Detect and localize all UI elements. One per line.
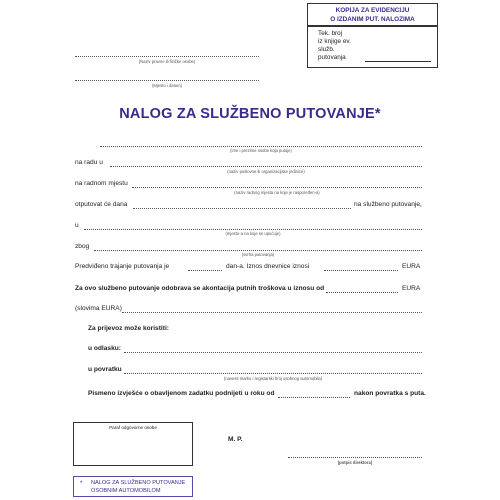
- work-unit-caption: (naziv poslovne ili organizacijske jedinice): [227, 169, 305, 174]
- eura-label-2: EURA: [402, 285, 421, 292]
- povratku-label: u povratku: [88, 366, 122, 373]
- trajanje-label: Predviđeno trajanje putovanja je: [75, 263, 170, 270]
- outbound-transport-field[interactable]: [124, 352, 422, 353]
- copy-box-line2: O IZDANIM PUT. NALOZIMA: [330, 16, 415, 23]
- return-transport-field[interactable]: [124, 373, 422, 374]
- zbog-label: zbog: [75, 243, 90, 250]
- paraf-label: Paraf odgovorne osobe: [109, 425, 157, 430]
- destination-label: u: [75, 222, 79, 229]
- slovima-label: (slovima EURA): [75, 305, 122, 312]
- company-caption: (Naziv pravne ili fizičke osobe): [138, 59, 196, 64]
- prijevoz-label: Za prijevoz može koristiti:: [88, 325, 169, 332]
- report-deadline-field[interactable]: [278, 397, 350, 398]
- duration-field[interactable]: [188, 270, 222, 271]
- traveler-name-field[interactable]: [100, 146, 422, 147]
- odlasku-label: u odlasku:: [88, 345, 121, 352]
- footnote-asterisk: *: [80, 480, 83, 487]
- tek-broj-label-4: putovanja: [318, 54, 346, 61]
- document-title: NALOG ZA SLUŽBENO PUTOVANJE*: [119, 106, 381, 122]
- tek-broj-label-2: iz knjige ev.: [318, 38, 351, 45]
- tek-broj-field[interactable]: [365, 61, 431, 62]
- footnote-line1: NALOG ZA SLUŽBENO PUTOVANJE: [91, 480, 186, 486]
- dana-dnevnica-label: dan-a. Iznos dnevnice iznosi: [226, 263, 310, 270]
- eura-label-1: EURA: [402, 263, 421, 270]
- amount-in-words-field[interactable]: [122, 312, 422, 313]
- director-caption: (potpis direktora): [337, 460, 373, 465]
- purpose-field[interactable]: [94, 250, 422, 251]
- mp-label: M. P.: [228, 436, 243, 443]
- paraf-box[interactable]: [73, 422, 193, 466]
- advance-amount-field[interactable]: [326, 292, 398, 293]
- work-post-field[interactable]: [132, 187, 422, 188]
- company-name-field[interactable]: [75, 56, 259, 57]
- footnote-line2: OSOBNIM AUTOMOBILOM: [91, 488, 161, 494]
- na-radnom-mjestu-label: na radnom mjestu: [75, 180, 128, 187]
- destination-field[interactable]: [84, 229, 422, 230]
- na-radu-label: na radu u: [75, 159, 103, 166]
- work-post-caption: (naziv radnog mjesta na koje je raspoređen-a): [234, 190, 320, 195]
- nakon-povratka-label: nakon povratka s puta.: [354, 390, 426, 397]
- traveler-name-caption: (ime i prezime osobe koja putuje): [230, 148, 292, 153]
- place-date-field[interactable]: [75, 80, 259, 81]
- destination-caption: (mjesto-a na koje se upućuje): [225, 231, 281, 236]
- akontacija-label: Za ovo službeno putovanje odobrava se akontacija putnih troškova u iznosu od: [75, 285, 325, 292]
- per-diem-field[interactable]: [324, 270, 398, 271]
- copy-box: [307, 3, 438, 26]
- sluzbeno-putovanje-label: na službeno putovanje,: [354, 201, 422, 208]
- tek-broj-label-1: Tek. broj: [318, 30, 343, 37]
- purpose-caption: (svrha putovanja): [241, 252, 275, 257]
- tek-broj-label-3: služb.: [318, 46, 335, 53]
- footnote-box: [73, 476, 193, 497]
- tek-broj-box: [307, 26, 438, 68]
- work-unit-field[interactable]: [110, 166, 422, 167]
- departure-date-field[interactable]: [133, 208, 351, 209]
- director-signature-field[interactable]: [288, 457, 422, 458]
- place-date-caption: (Mjesto i datum): [151, 83, 183, 88]
- otputovat-label: otputovat će dana: [75, 201, 128, 208]
- izvjesce-label: Pismeno izvješće o obavljenom zadatku podnijeti u roku od: [88, 390, 275, 397]
- copy-box-line1: KOPIJA ZA EVIDENCIJU: [335, 7, 410, 14]
- vehicle-caption: (navesti marku i registarski broj osobnog automobila): [223, 376, 323, 381]
